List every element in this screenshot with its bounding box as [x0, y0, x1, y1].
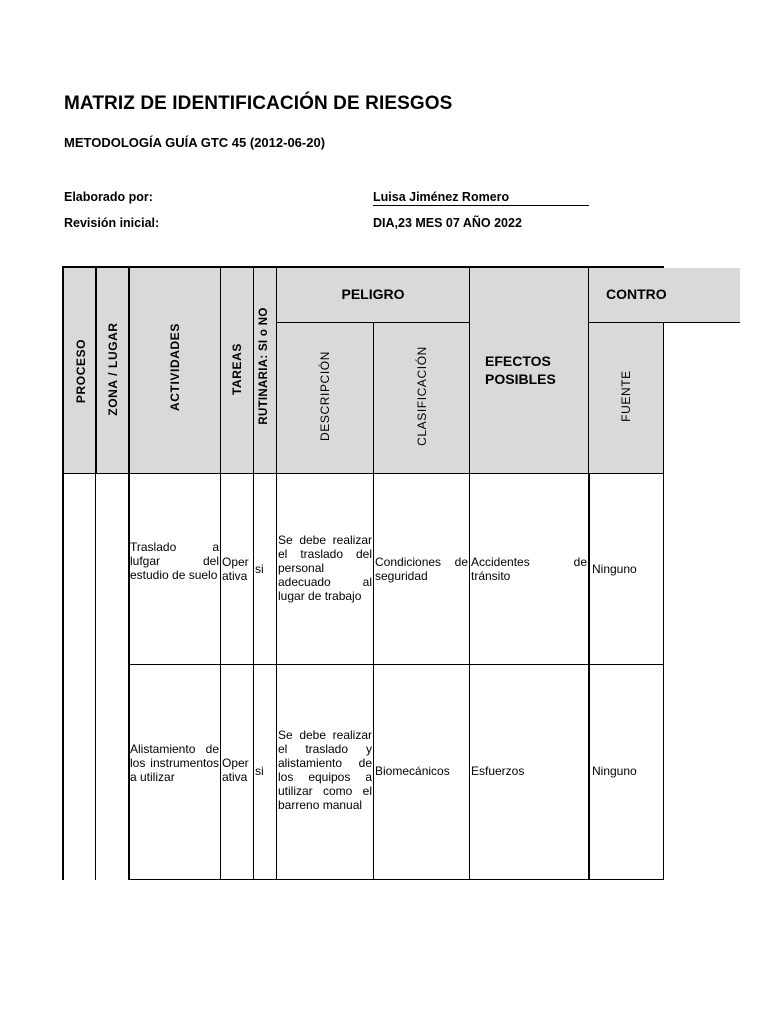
body-left-border	[62, 474, 64, 880]
row2-descripcion-cell	[277, 665, 374, 880]
row1-tarea: Operativa	[222, 555, 249, 583]
header-peligro-label: PELIGRO	[341, 286, 405, 302]
row2-clasificacion-cell	[374, 665, 470, 880]
header-fuente	[589, 323, 664, 474]
row1-clasificacion-cell	[374, 474, 470, 665]
header-actividades-label: ACTIVIDADES	[168, 323, 182, 411]
header-efectos-label: EFECTOS POSIBLES	[485, 353, 556, 387]
row1-rutinaria: si	[255, 562, 264, 576]
row2-efectos: Esfuerzos	[471, 764, 525, 778]
document-subtitle: METODOLOGÍA GUÍA GTC 45 (2012-06-20)	[64, 135, 326, 150]
header-actividades	[129, 268, 221, 474]
row2-fuente: Ninguno	[592, 764, 637, 778]
row2-actividad: Alistamiento de los instrumentos a utilizar	[130, 742, 219, 784]
row2-tarea: Operativa	[222, 756, 249, 784]
row1-actividad: Traslado a lufgar del estudio de suelo	[130, 540, 219, 582]
body-divider-zona	[95, 474, 96, 880]
row2-rutinaria-cell	[254, 665, 277, 880]
row1-fuente-cell	[589, 474, 664, 665]
header-tareas	[221, 268, 254, 474]
header-controles	[589, 268, 740, 323]
row1-efectos: Accidentes de tránsito	[471, 555, 587, 583]
row1-rutinaria-cell	[254, 474, 277, 665]
elaborado-label: Elaborado por:	[64, 190, 153, 204]
row1-clasificacion: Condiciones de seguridad	[375, 555, 468, 583]
document-title: MATRIZ DE IDENTIFICACIÓN DE RIESGOS	[64, 93, 453, 114]
row2-fuente-cell	[589, 665, 664, 880]
header-zona	[96, 268, 129, 474]
header-proceso	[62, 268, 96, 474]
row2-clasificacion: Biomecánicos	[375, 764, 450, 778]
row1-descripcion: Se debe realizar el traslado del personal adecuado al lugar de trabajo	[278, 533, 372, 603]
row1-tarea-cell	[221, 474, 254, 665]
row2-descripcion: Se debe realizar el traslado y alistamiento de los equipos a utilizar como el barreno manual	[278, 728, 372, 812]
header-proceso-label: PROCESO	[74, 338, 88, 404]
row2-rutinaria: si	[255, 764, 264, 778]
elaborado-value: Luisa Jiménez Romero	[373, 190, 589, 206]
row2-efectos-cell	[470, 665, 589, 880]
header-clasificacion-label: CLASIFICACIÓN	[415, 346, 429, 446]
header-fuente-label: FUENTE	[619, 370, 633, 422]
row1-descripcion-cell	[277, 474, 374, 665]
header-efectos	[470, 268, 589, 474]
revision-label: Revisión inicial:	[64, 216, 160, 230]
header-zona-label: ZONA / LUGAR	[106, 322, 120, 416]
row1-actividad-cell	[129, 474, 221, 665]
header-descripcion	[277, 323, 374, 474]
header-tareas-label: TAREAS	[230, 342, 244, 396]
header-controles-label: CONTRO	[606, 286, 667, 302]
row2-tarea-cell	[221, 665, 254, 880]
row1-fuente: Ninguno	[592, 562, 637, 576]
revision-value: DIA,23 MES 07 AÑO 2022	[373, 216, 522, 230]
header-rutinaria-label: RUTINARIA: SI o NO	[258, 307, 270, 425]
header-peligro	[277, 268, 470, 323]
header-clasificacion	[374, 323, 470, 474]
header-descripcion-label: DESCRIPCIÓN	[318, 351, 332, 441]
row1-efectos-cell	[470, 474, 589, 665]
header-rutinaria	[254, 268, 277, 474]
row2-actividad-cell	[129, 665, 221, 880]
